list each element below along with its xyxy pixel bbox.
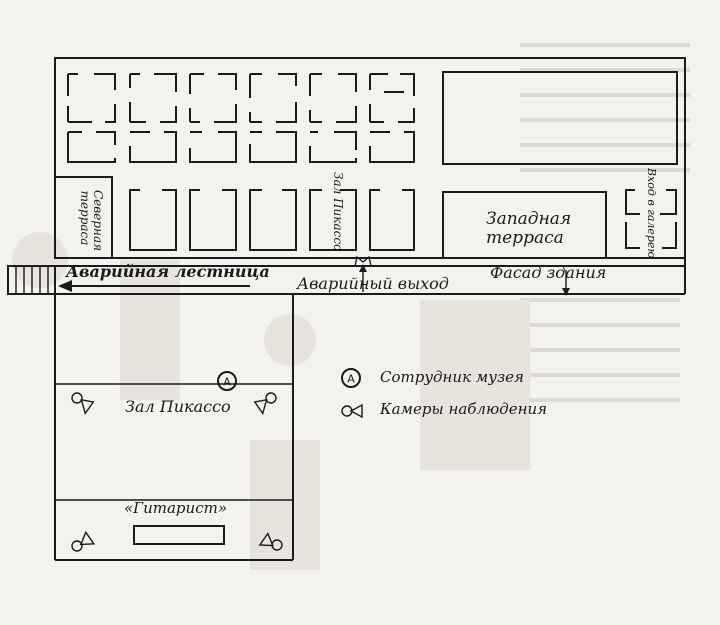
lower-room-row <box>130 190 414 250</box>
escape-route-arrow <box>58 280 250 292</box>
legend-staff-label: Сотрудник музея <box>380 368 524 386</box>
legend-staff-icon <box>342 369 360 387</box>
museum-staff-icon <box>218 372 236 390</box>
picasso-hall-top-label: Зал Пикассо <box>331 172 345 252</box>
emergency-exit-label: Аварийный выход <box>297 274 449 293</box>
large-hall <box>443 72 677 164</box>
north-terrace-label: Северная терраса <box>78 190 105 252</box>
guitarist-painting-frame <box>134 526 224 544</box>
west-terrace-label: Западная терраса <box>486 209 572 248</box>
legend-camera-label: Камеры наблюдения <box>380 400 548 418</box>
camera-icon <box>72 532 94 551</box>
camera-icon <box>72 393 93 413</box>
gallery-entrance-label: Вход в галерею <box>645 168 658 259</box>
legend-camera-icon <box>342 405 362 417</box>
emergency-stairs-label: Аварийная лестница <box>66 262 270 281</box>
camera-icon <box>255 393 276 413</box>
guitarist-label: «Гитарист» <box>124 499 228 517</box>
svg-text:A: A <box>223 375 231 389</box>
svg-text:A: A <box>347 372 355 386</box>
building-facade-label: Фасад здания <box>490 263 607 282</box>
picasso-hall-outline <box>55 294 293 560</box>
upper-room-row <box>68 74 414 162</box>
emergency-stairs-symbol <box>8 266 55 294</box>
picasso-hall-label: Зал Пикассо <box>125 397 231 416</box>
camera-icon <box>260 534 282 552</box>
